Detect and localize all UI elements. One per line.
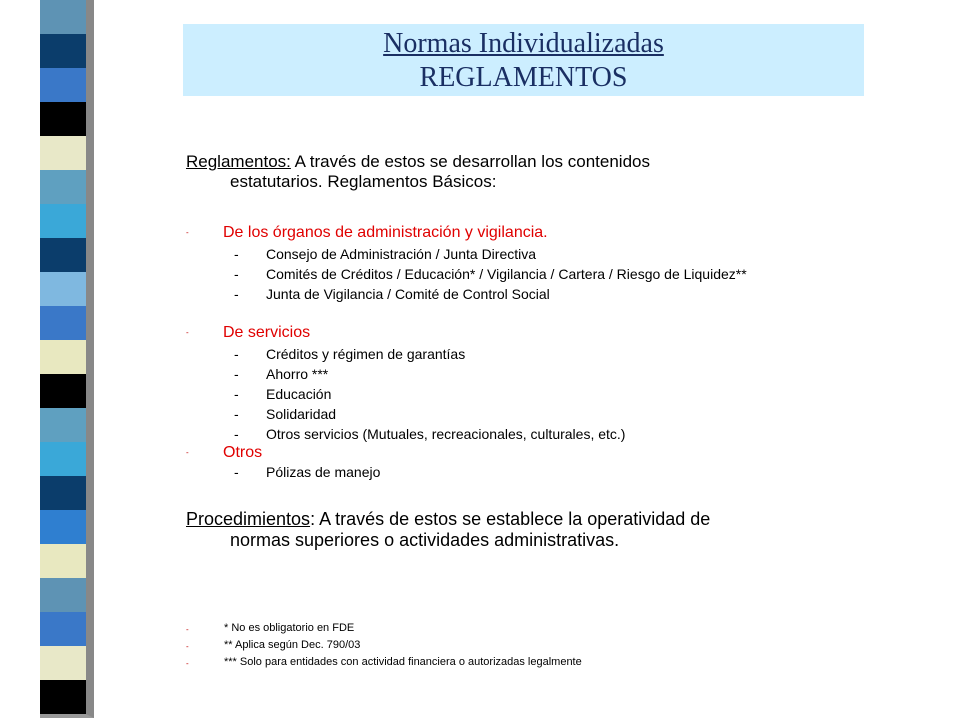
title-banner (183, 24, 864, 96)
stripe-block (40, 476, 94, 514)
reglamentos-lead: Reglamentos: (186, 152, 291, 171)
footnote: ** Aplica según Dec. 790/03 (224, 639, 361, 651)
footnote: *** Solo para entidades con actividad financiera o autorizadas legalmente (224, 656, 582, 668)
list-item: - Educación (234, 386, 332, 402)
stripe-block (40, 0, 94, 38)
stripe-block (40, 340, 94, 378)
section-bullet: - (186, 228, 189, 237)
stripe-block (40, 102, 94, 140)
stripe-block (40, 68, 94, 106)
stripe-block (40, 408, 94, 446)
note-bullet: - (186, 642, 189, 651)
stripe-block (40, 204, 94, 242)
slide-subtitle: REGLAMENTOS (419, 62, 628, 93)
section-title: De servicios (223, 324, 311, 341)
list-item: - Consejo de Administración / Junta Directiva (234, 246, 537, 262)
reglamentos-text-1: A través de estos se desarrollan los contenidos (290, 152, 650, 171)
procedimientos-text-1: : A través de estos se establece la operatividad de (310, 509, 711, 529)
slide-title: Normas Individualizadas (383, 28, 664, 59)
section-bullet: - (186, 448, 189, 457)
note-bullet: - (186, 625, 189, 634)
list-item: - Otros servicios (Mutuales, recreacionales, culturales, etc.) (234, 426, 626, 442)
list-item: - Solidaridad (234, 406, 337, 422)
procedimientos-text-2: normas superiores o actividades administrativas. (230, 530, 620, 550)
procedimientos-lead: Procedimientos (186, 509, 311, 529)
stripe-block (40, 578, 94, 616)
list-item: - Comités de Créditos / Educación* / Vigilancia / Cartera / Riesgo de Liquidez** (234, 266, 747, 282)
reglamentos-paragraph (186, 152, 650, 192)
procedimientos-paragraph (186, 509, 710, 551)
stripe-block (40, 34, 94, 72)
stripe-block (40, 170, 94, 208)
list-item: - Créditos y régimen de garantías (234, 346, 466, 362)
stripe-block (40, 680, 94, 718)
list-item: - Junta de Vigilancia / Comité de Control Social (234, 286, 550, 302)
stripe-block (40, 510, 94, 548)
footnote: * No es obligatorio en FDE (224, 622, 355, 634)
stripe-block (40, 306, 94, 344)
decorative-stripe-bar (0, 0, 108, 720)
stripe-block (40, 612, 94, 650)
stripe-block (40, 272, 94, 310)
stripe-block (40, 374, 94, 412)
stripe-block (40, 544, 94, 582)
stripe-block (40, 442, 94, 480)
note-bullet: - (186, 659, 189, 668)
reglamentos-text-2: estatutarios. Reglamentos Básicos: (230, 172, 497, 191)
section-bullet: - (186, 328, 189, 337)
stripe-block (40, 238, 94, 276)
stripe-block (40, 136, 94, 174)
list-item: - Pólizas de manejo (234, 464, 381, 480)
section-title: Otros (223, 444, 263, 461)
stripe-block (40, 646, 94, 684)
section-title: De los órganos de administración y vigilancia. (223, 224, 548, 241)
list-item: - Ahorro *** (234, 366, 329, 382)
